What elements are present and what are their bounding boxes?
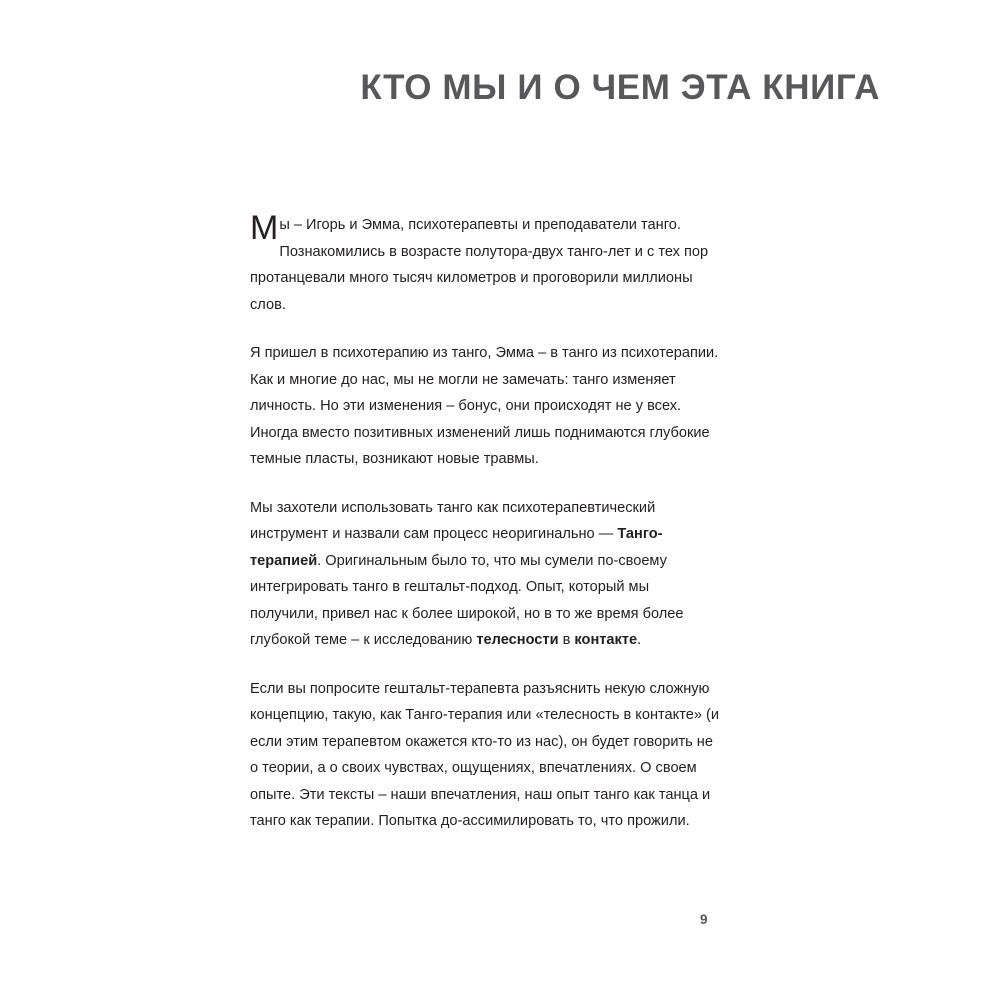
paragraph-3-part-a: Мы захотели использовать танго как психотерапевтический инструмент и назвали сам процесс неоригинально —	[250, 499, 656, 542]
paragraph-3-part-g: .	[637, 632, 642, 648]
term-tango-therapy: Танго-терапией	[250, 526, 663, 569]
paragraph-3-part-c: . Оригинальным было то, что мы сумели по-своему интегрировать танго в гештальт-подход. Опыт, который мы получили, привел нас к более широкой, но в то же время более глубокой теме – к исследованию	[250, 552, 684, 648]
paragraph-1	[250, 212, 720, 318]
page-number: 9	[700, 912, 708, 927]
paragraph-3-part-e: в	[558, 632, 575, 648]
paragraph-1-text: ы – Игорь и Эмма, психотерапевты и преподаватели танго. Познакомились в возрасте полутора-двух танго-лет и с тех пор протанцевали много тысяч километров и проговорили миллионы слов.	[250, 217, 709, 313]
term-contact: контакте	[574, 632, 638, 648]
paragraph-3	[250, 495, 720, 654]
term-corporeality: телесности	[476, 632, 559, 648]
drop-cap: М	[250, 212, 279, 247]
paragraph-2: Я пришел в психотерапию из танго, Эмма – в танго из психотерапии. Как и многие до нас, мы не могли не замечать: танго изменяет личность. Но эти изменения – бонус, они происходят не у всех. Иногда вместо позитивных изменений лишь поднимаются глубокие темные пласты, возникают новые травмы.	[250, 345, 719, 467]
chapter-title: КТО МЫ И О ЧЕМ ЭТА КНИГА	[360, 68, 880, 107]
body-text-column	[250, 212, 720, 835]
paragraph-4: Если вы попросите гештальт-терапевта разъяснить некую сложную концепцию, такую, как Танго-терапия или «телесность в контакте» (и если этим терапевтом окажется кто-то из нас), он будет говорить не о теории, а о своих чувствах, ощущениях, впечатлениях. О своем опыте. Эти тексты – наши впечатления, наш опыт танго как танца и танго как терапии. Попытка до-ассимилировать то, что прожили.	[250, 680, 720, 829]
